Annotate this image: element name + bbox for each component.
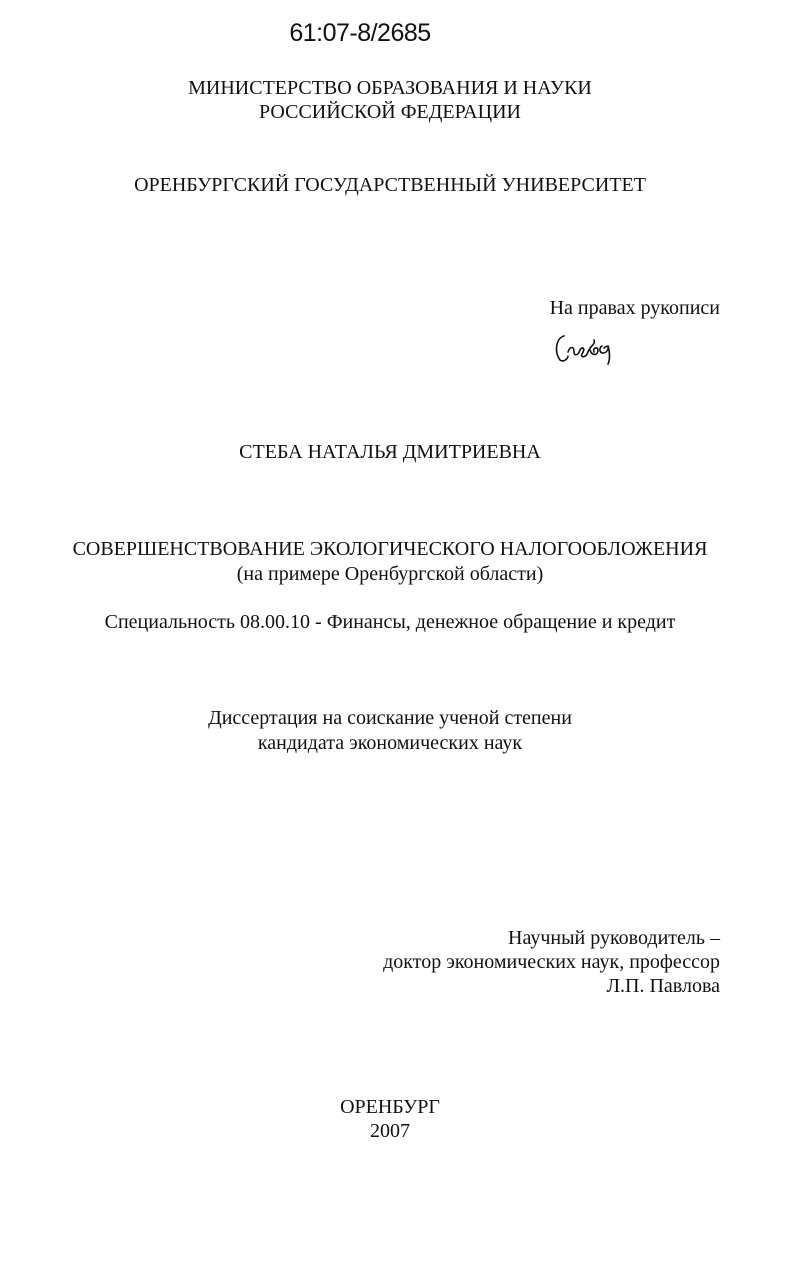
author-name: СТЕБА НАТАЛЬЯ ДМИТРИЕВНА: [239, 441, 541, 463]
ministry-line-1: МИНИСТЕРСТВО ОБРАЗОВАНИЯ И НАУКИ: [188, 77, 592, 99]
dissertation-title: СОВЕРШЕНСТВОВАНИЕ ЭКОЛОГИЧЕСКОГО НАЛОГООБЛОЖЕНИЯ: [72, 538, 708, 560]
degree-line-1: Диссертация на соискание ученой степени: [208, 707, 572, 729]
supervisor-degree: доктор экономических наук, профессор: [383, 951, 720, 973]
year: 2007: [370, 1120, 410, 1142]
degree-line-2: кандидата экономических наук: [257, 732, 523, 754]
supervisor-label: Научный руководитель –: [508, 927, 720, 949]
specialty: Специальность 08.00.10 - Финансы, денежное обращение и кредит: [104, 611, 676, 633]
supervisor-name: Л.П. Павлова: [606, 975, 720, 997]
university-name: ОРЕНБУРГСКИЙ ГОСУДАРСТВЕННЫЙ УНИВЕРСИТЕТ: [134, 174, 646, 196]
archive-code: 61:07-8/2685: [289, 19, 431, 47]
dissertation-subtitle: (на примере Оренбургской области): [236, 563, 544, 585]
city: ОРЕНБУРГ: [340, 1096, 440, 1118]
ministry-line-2: РОССИЙСКОЙ ФЕДЕРАЦИИ: [259, 101, 521, 123]
handwritten-signature: [552, 330, 622, 371]
manuscript-note: На правах рукописи: [549, 297, 720, 319]
